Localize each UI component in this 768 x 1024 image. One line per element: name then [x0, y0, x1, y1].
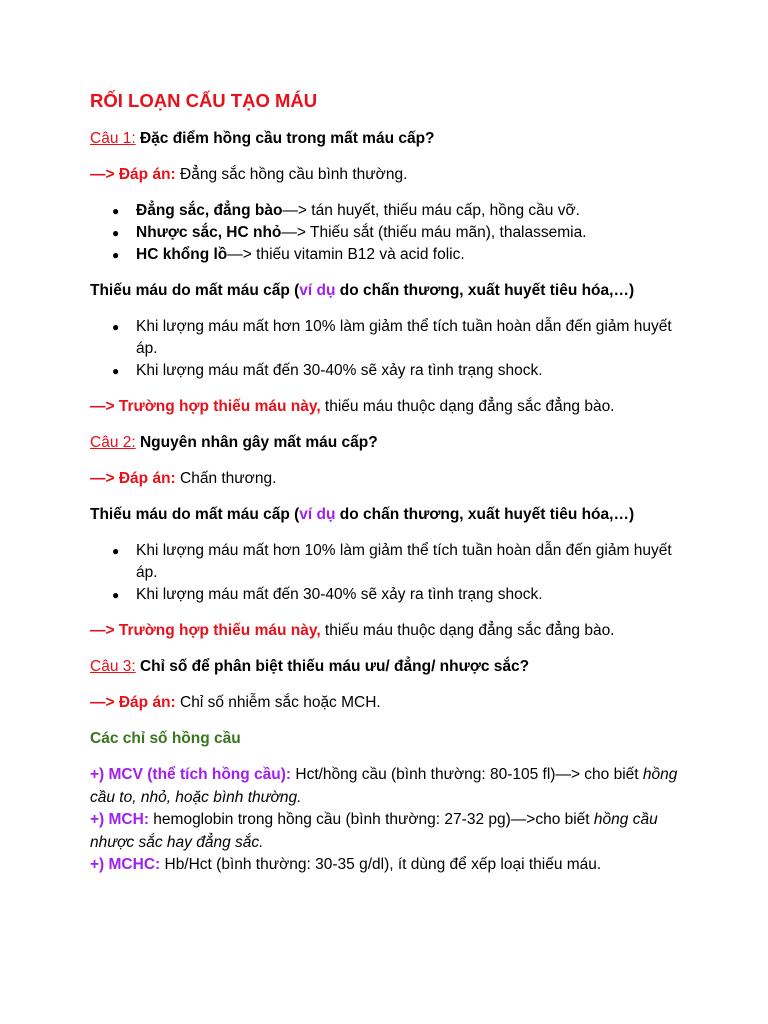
answer-1 [90, 164, 690, 186]
mch-italic: hồng cầu nhược sắc hay đẳng sắc. [90, 811, 658, 851]
mcv-italic: hồng cầu to, nhỏ, hoặc bình thường. [90, 766, 678, 806]
conclusion [90, 396, 690, 418]
list-item: ● Khi lượng máu mất hơn 10% làm giảm thể tích tuần hoàn dẫn đến giảm huyết áp. [136, 540, 690, 584]
question-text: Nguyên nhân gây mất máu cấp? [135, 434, 378, 451]
heading-text: Thiếu máu do mất máu cấp ( [90, 506, 300, 523]
answer-text: Đẳng sắc hồng cầu bình thường. [175, 166, 408, 183]
list-item [136, 222, 690, 244]
answer-text: Chỉ số nhiễm sắc hoặc MCH. [175, 694, 381, 711]
bullet-list [90, 540, 690, 606]
list-item: ● Khi lượng máu mất hơn 10% làm giảm thể tích tuần hoàn dẫn đến giảm huyết áp. [136, 316, 690, 360]
heading-text: do chấn thương, xuất huyết tiêu hóa,…) [335, 506, 635, 523]
list-item-text: —> Thiếu sắt (thiếu máu mãn), thalassemia. [281, 224, 587, 241]
document-title: RỐI LOẠN CẤU TẠO MÁU [90, 90, 318, 111]
question-text: Đặc điểm hồng cầu trong mất máu cấp? [135, 130, 435, 147]
mchc-text: Hb/Hct (bình thường: 30-35 g/dl), ít dùng để xếp loại thiếu máu. [160, 856, 602, 873]
list-item-term: HC khổng lồ [136, 246, 228, 263]
heading-example-word: ví dụ [299, 282, 336, 299]
question-label: Câu 1: [90, 130, 136, 147]
section-heading [90, 504, 690, 526]
section-heading [90, 280, 690, 302]
list-item-text: —> thiếu vitamin B12 và acid folic. [227, 246, 465, 263]
mcv-label: +) MCV (thể tích hồng cầu): [90, 766, 292, 783]
indices-block [90, 764, 690, 877]
bullet-list [90, 316, 690, 382]
heading-text: Thiếu máu do mất máu cấp ( [90, 282, 300, 299]
bullet-list [90, 200, 690, 266]
conclusion-text: thiếu máu thuộc dạng đẳng sắc đẳng bào. [320, 622, 615, 639]
list-item-text: —> tán huyết, thiếu máu cấp, hồng cầu vỡ. [282, 202, 580, 219]
answer-prefix: —> Đáp án: [90, 470, 176, 487]
question-3 [90, 656, 690, 678]
conclusion-prefix: —> Trường hợp thiếu máu này, [90, 622, 321, 639]
list-item: ● Khi lượng máu mất đến 30-40% sẽ xảy ra tình trạng shock. [136, 360, 690, 382]
question-text: Chỉ số để phân biệt thiếu máu ưu/ đẳng/ nhược sắc? [135, 658, 530, 675]
mch-label: +) MCH: [90, 811, 149, 828]
answer-2 [90, 468, 690, 490]
question-label: Câu 3: [90, 658, 136, 675]
list-item: ● Khi lượng máu mất đến 30-40% sẽ xảy ra tình trạng shock. [136, 584, 690, 606]
answer-prefix: —> Đáp án: [90, 694, 176, 711]
list-item [136, 200, 690, 222]
list-item-term: Nhược sắc, HC nhỏ [136, 224, 282, 241]
conclusion-prefix: —> Trường hợp thiếu máu này, [90, 398, 321, 415]
answer-text: Chấn thương. [175, 470, 277, 487]
answer-3 [90, 692, 690, 714]
indices-heading: Các chỉ số hồng cầu [90, 730, 241, 747]
question-1 [90, 128, 690, 150]
question-2 [90, 432, 690, 454]
document-page [90, 88, 690, 877]
heading-example-word: ví dụ [299, 506, 336, 523]
mchc-label: +) MCHC: [90, 856, 161, 873]
list-item [136, 244, 690, 266]
conclusion-text: thiếu máu thuộc dạng đẳng sắc đẳng bào. [320, 398, 615, 415]
mch-text: hemoglobin trong hồng cầu (bình thường: 27-32 pg)—>cho biết [148, 811, 594, 828]
conclusion [90, 620, 690, 642]
heading-text: do chấn thương, xuất huyết tiêu hóa,…) [335, 282, 635, 299]
question-label: Câu 2: [90, 434, 136, 451]
list-item-term: Đẳng sắc, đẳng bào [136, 202, 283, 219]
answer-prefix: —> Đáp án: [90, 166, 176, 183]
mcv-text: Hct/hồng cầu (bình thường: 80-105 fl)—> cho biết [291, 766, 643, 783]
